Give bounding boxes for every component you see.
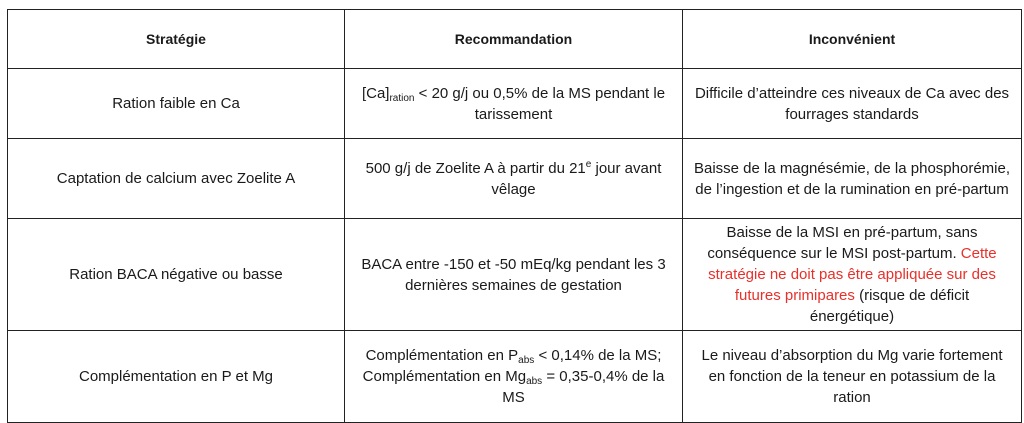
header-recommandation: Recommandation [345, 10, 683, 69]
rec-text: Complémentation en P [365, 347, 519, 364]
drawback-text: Baisse de la MSI en pré-partum, sans conséquence sur le MSI post-partum. [707, 224, 978, 262]
drawback-warning: Cette stratégie ne doit pas être appliquée sur des futures primipares [708, 245, 997, 304]
drawback-cell: Le niveau d’absorption du Mg varie fortement en fonction de la teneur en potassium de la ration [683, 331, 1022, 423]
rec-superscript: e [585, 158, 592, 170]
table-row [8, 69, 1022, 139]
rec-text: < 20 g/j ou 0,5% de la MS pendant le tarissement [414, 84, 666, 123]
strategy-cell: Complémentation en P et Mg [8, 331, 345, 423]
table-row [8, 139, 1022, 219]
drawback-cell [683, 219, 1022, 331]
rec-subscript: abs [526, 376, 543, 387]
drawback-cell: Baisse de la magnésémie, de la phosphorémie, de l’ingestion et de la rumination en pré-partum [683, 139, 1022, 219]
strategy-cell: Ration faible en Ca [8, 69, 345, 139]
rec-text: jour avant vêlage [491, 159, 662, 198]
strategy-cell: Captation de calcium avec Zoelite A [8, 139, 345, 219]
table-row [8, 219, 1022, 331]
drawback-text: (risque de déficit énergétique) [809, 287, 970, 325]
strategy-table [7, 9, 1022, 423]
rec-subscript: ration [389, 92, 415, 104]
header-strategie: Stratégie [8, 10, 345, 69]
rec-text: < 0,14% de la MS; Complémentation en Mg [362, 347, 662, 385]
recommendation-cell [345, 331, 683, 423]
drawback-cell: Difficile d’atteindre ces niveaux de Ca avec des fourrages standards [683, 69, 1022, 139]
rec-text: = 0,35-0,4% de la MS [502, 368, 665, 406]
table-row [8, 331, 1022, 423]
rec-subscript: abs [518, 355, 535, 366]
recommendation-cell: BACA entre -150 et -50 mEq/kg pendant les 3 dernières semaines de gestation [345, 219, 683, 331]
rec-text: [Ca] [361, 84, 390, 102]
recommendation-cell [345, 139, 683, 219]
rec-text: 500 g/j de Zoelite A à partir du 21 [365, 159, 586, 177]
header-inconvenient: Inconvénient [683, 10, 1022, 69]
table-header-row [8, 10, 1022, 69]
strategy-cell: Ration BACA négative ou basse [8, 219, 345, 331]
recommendation-cell [345, 69, 683, 139]
